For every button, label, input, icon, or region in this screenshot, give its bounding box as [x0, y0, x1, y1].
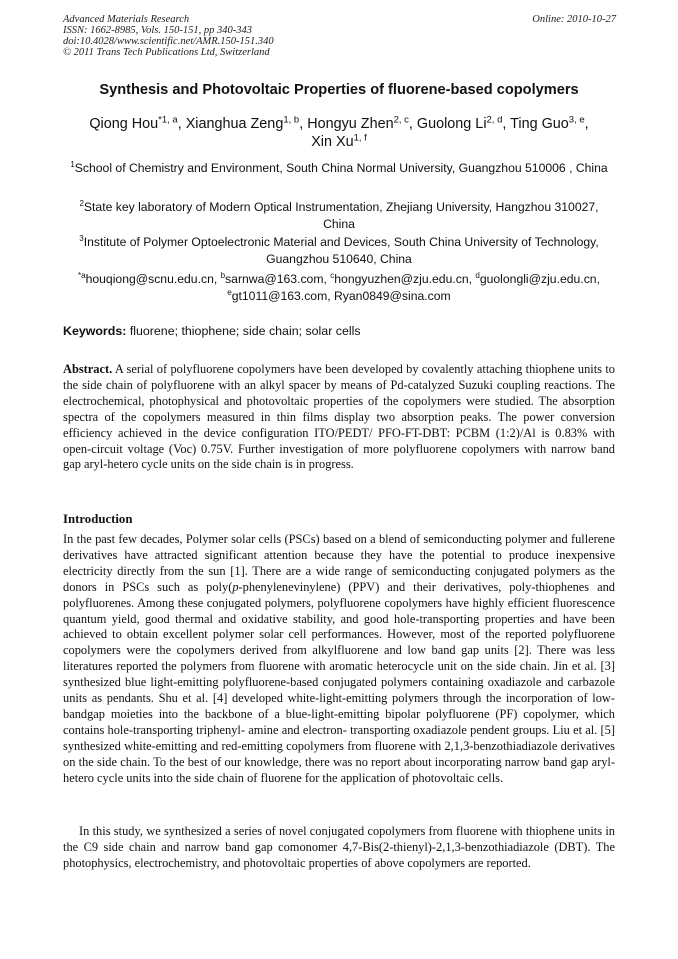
affiliation-1: $^1$School of Chemistry and Environment, South China Normal University, Guangzhou 510006 , China	[70, 160, 608, 175]
keywords-text: fluorene; thiophene; side chain; solar cells	[129, 324, 361, 338]
author-name: Xin Xu	[311, 134, 354, 150]
journal-name: Advanced Materials Research	[63, 14, 190, 25]
email-link[interactable]: sarnwa@163.com,	[225, 272, 327, 286]
email-link[interactable]: guolongli@zju.edu.cn,	[479, 272, 600, 286]
email-link[interactable]: hongyuzhen@zju.edu.cn,	[334, 272, 472, 286]
introduction-heading: Introduction	[63, 512, 133, 526]
introduction-paragraph-1: In the past few decades, Polymer solar cells (PSCs) based on a blend of semiconducting polymer and fullerene derivatives have attracted significant attention because they have the potential to produce inexpensive electricity directly from the sun [1]. There are a wide range of semiconducting conjugated polymers as the donors in PSCs such as poly(p-phenylenevinylene) (PPV) and their derivatives, poly-thiophenes and polyfluorenes. Among these conjugated polymers, polyfluorene copolymers have highly efficient fluorescence quantum yield, good thermal and oxidative stability, and good hole-transporting properties and have been achieved to obtain excellent polymer solar cell performances. However, most of the reported polyfluorene copolymers were the copolymers derived from alkylfluorene and low band gap units [2]. There was less literatures reported the polymers from fluorene with aromatic heterocycle unit on the side chain. Jin et al. [3] synthesized blue light-emitting polyfluorene-based conjugated polymers containing oxadiazole and carbazole units as pendants. Shu et al. [4] developed white-light-emitting polymers through the incorporation of low-bandgap moieties into the backbone of a blue-light-emitting bipolar polyfluorene (PF) copolymer, which contains hole-transporting triphenyl- amine and electron- transporting oxadiazole pendent groups. Liu et al. [5] synthesized white-emitting and red-emitting copolymers from fluorene with 2,1,3-benzothiadiazole derivatives on the side chain. To the best of our knowledge, there was no report about incorporating narrow band gap aryl-hetero cycle units into the side chain of fluorene for the application of photovoltaic cells.	[63, 532, 616, 785]
keywords	[63, 323, 615, 339]
author-name: Guolong Li	[416, 116, 487, 132]
journal-header	[63, 14, 274, 58]
paper-title: Synthesis and Photovoltaic Properties of fluorene-based copolymers	[99, 82, 579, 98]
author-name: Qiong Hou	[89, 116, 159, 132]
abstract-text: A serial of polyfluorene copolymers have been developed by covalently attaching thiophene units to the side chain of polyfluorene with an alkyl spacer by means of Pd-catalyzed Suzuki coupling reactions. The electrochemical, photophysical and photovoltaic properties of the copolymers were studied. The absorption spectra of the copolymers measured in thin films display two absorption peaks. The power conversion efficiency achieved in the device configuration ITO/PEDT/ PFO-FT-DBT: PCBM (1:2)/Al is 0.83% with open-circuit voltage (Voc) 0.75V. Further investigation of more polyfluorene copolymers with narrow band gap aryl-hetero cycle units on the side chain is in progress.	[63, 362, 615, 472]
abstract-label: Abstract.	[63, 362, 113, 376]
author-sup: 1, f	[353, 132, 367, 144]
author-sup: 2, c	[393, 114, 409, 126]
author-name: Ting Guo	[510, 116, 569, 132]
affiliation-3: $^3$Institute of Polymer Optoelectronic Material and Devices, South China University of Technology, Guangzhou 510640, China	[79, 234, 599, 266]
doi-line: doi:10.4028/www.scientific.net/AMR.150-151.340	[63, 36, 274, 47]
author-list: Qiong Hou$^{*1, a}$, Xianghua Zeng$^{1, b}$, Hongyu Zhen$^{2, c}$, Guolong Li$^{2, d}$, Ting Guo$^{3, e}$, Xin Xu$^{1, f}$	[89, 114, 589, 150]
introduction-paragraph-2: In this study, we synthesized a series of novel conjugated copolymers from fluorene with thiophene units in the C9 side chain and narrow band gap comonomer 4,7-Bis(2-thienyl)-2,1,3-benzothiadiazole (DBT). The photophysics, electrochemistry, and photovoltaic properties of above copolymers are reported.	[63, 824, 615, 870]
author-sup: *1, a	[158, 114, 178, 126]
abstract	[63, 362, 615, 473]
author-name: Xianghua Zeng	[185, 116, 284, 132]
author-sup: 1, b	[283, 114, 300, 126]
affiliation-2: $^2$State key laboratory of Modern Optical Instrumentation, Zhejiang University, Hangzhou 310027, China	[79, 199, 599, 231]
author-name: Hongyu Zhen	[307, 116, 394, 132]
online-date: Online: 2010-10-27	[532, 14, 616, 25]
copyright-line: © 2011 Trans Tech Publications Ltd, Switzerland	[63, 47, 270, 58]
email-link[interactable]: houqiong@scnu.edu.cn,	[85, 272, 218, 286]
author-sup: 3, e	[568, 114, 585, 126]
keywords-label: Keywords:	[63, 324, 127, 338]
author-sup: 2, d	[486, 114, 503, 126]
email-list: $^{*a}$houqiong@scnu.edu.cn, $^b$sarnwa@163.com, $^c$hongyuzhen@zju.edu.cn, $^d$guolongli@zju.edu.cn, $^e$gt1011@163.com, Ryan0849@sina.com	[78, 271, 600, 303]
issn-line: ISSN: 1662-8985, Vols. 150-151, pp 340-343	[63, 25, 252, 36]
email-link[interactable]: gt1011@163.com, Ryan0849@sina.com	[231, 289, 451, 303]
